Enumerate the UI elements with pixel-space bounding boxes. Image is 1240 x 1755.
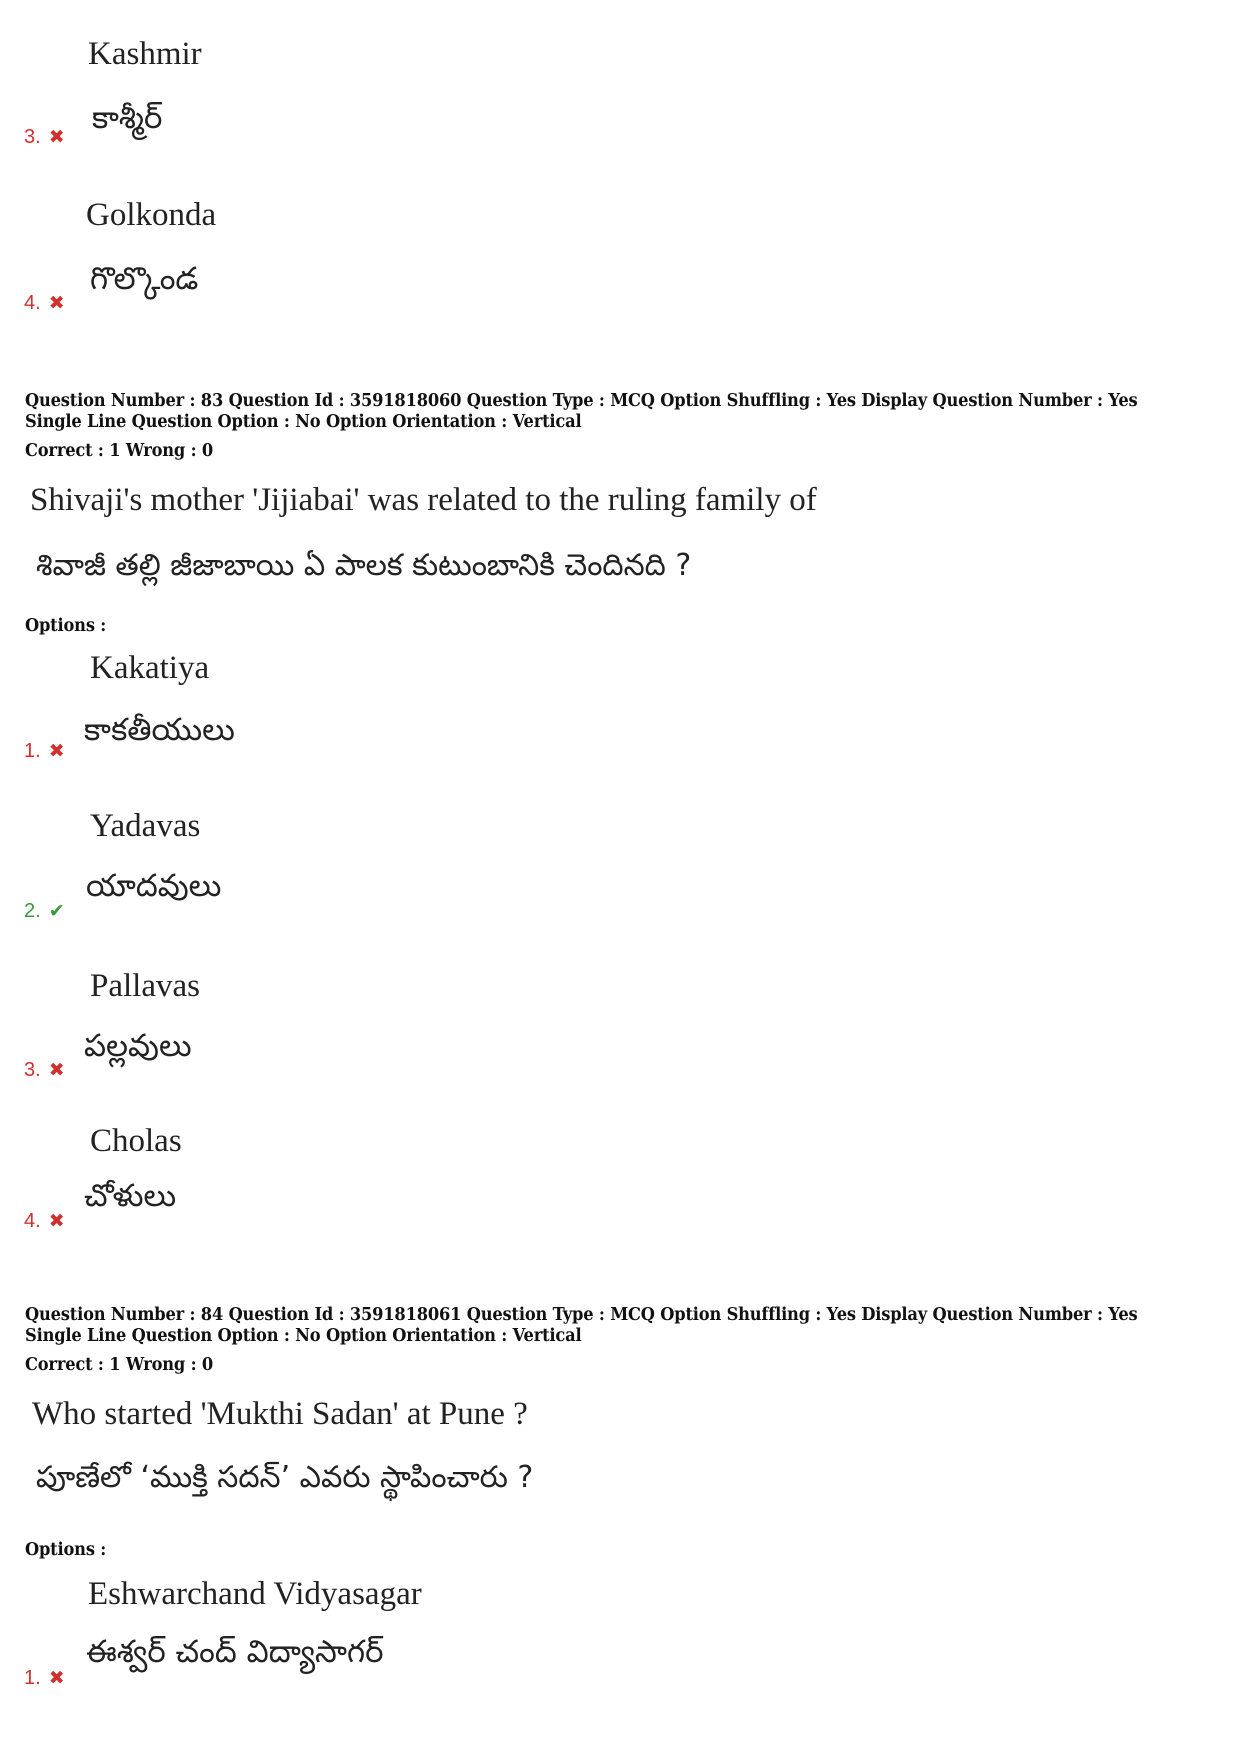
option-number: 4. [24, 1210, 41, 1232]
check-icon: ✔ [48, 900, 65, 922]
cross-icon: ✖ [48, 1210, 65, 1232]
question-meta-line1: Question Number : 84 Question Id : 3591818061 Question Type : MCQ Option Shuffling : Yes Display Question Number : Yes [25, 1305, 1138, 1325]
question-marks: Correct : 1 Wrong : 0 [25, 441, 214, 461]
cross-icon: ✖ [48, 1667, 65, 1689]
cross-icon: ✖ [48, 740, 65, 762]
cross-icon: ✖ [48, 126, 65, 148]
cross-icon: ✖ [48, 292, 65, 314]
cross-icon: ✖ [48, 1059, 65, 1081]
option-number-group [24, 1210, 65, 1233]
option-number: 1. [24, 740, 41, 762]
option-telugu: కాశ్మీర్ [92, 100, 163, 136]
option-number: 2. [24, 900, 41, 922]
question-text-english: Shivaji's mother 'Jijiabai' was related to the ruling family of [30, 482, 817, 518]
option-english: Eshwarchand Vidyasagar [88, 1576, 422, 1612]
options-label: Options : [25, 1540, 107, 1560]
option-number-group [24, 740, 65, 763]
option-number-group [24, 1059, 65, 1082]
option-telugu: ఈశ్వర్ చంద్ విద్యాసాగర్ [86, 1634, 384, 1670]
option-english: Kakatiya [90, 650, 210, 686]
option-english: Golkonda [86, 197, 217, 233]
option-number-group [24, 1667, 65, 1690]
question-marks: Correct : 1 Wrong : 0 [25, 1355, 214, 1375]
option-number: 3. [24, 126, 41, 148]
option-english: Yadavas [90, 808, 201, 844]
option-telugu: గొల్కొండ [90, 261, 199, 297]
option-english: Cholas [90, 1123, 182, 1159]
option-number: 4. [24, 292, 41, 314]
question-meta-line2: Single Line Question Option : No Option Orientation : Vertical [25, 1326, 582, 1346]
option-number-group [24, 292, 65, 315]
option-telugu: యాదవులు [86, 868, 222, 904]
question-text-english: Who started 'Mukthi Sadan' at Pune ? [32, 1396, 528, 1432]
option-number-group [24, 900, 65, 923]
option-telugu: చోళులు [84, 1178, 177, 1214]
option-number: 1. [24, 1667, 41, 1689]
option-number: 3. [24, 1059, 41, 1081]
options-label: Options : [25, 616, 107, 636]
option-english: Pallavas [90, 968, 200, 1004]
option-english: Kashmir [88, 36, 202, 72]
option-telugu: పల్లవులు [84, 1028, 192, 1064]
question-meta-line1: Question Number : 83 Question Id : 3591818060 Question Type : MCQ Option Shuffling : Yes Display Question Number : Yes [25, 391, 1138, 411]
option-telugu: కాకతీయులు [84, 712, 235, 748]
question-meta-line2: Single Line Question Option : No Option Orientation : Vertical [25, 412, 582, 432]
question-text-telugu: పూణేలో ‘ముక్తి సదన్’ ఎవరు స్థాపించారు ? [36, 1460, 534, 1495]
option-number-group [24, 126, 65, 149]
question-text-telugu: శివాజీ తల్లి జీజాబాయి ఏ పాలక కుటుంబానికి చెందినది ? [36, 548, 692, 583]
